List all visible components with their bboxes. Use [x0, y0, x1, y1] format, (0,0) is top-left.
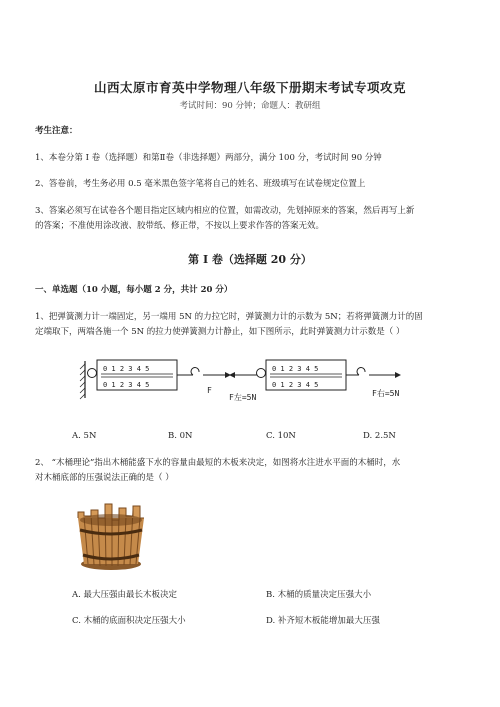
page-title: 山西太原市育英中学物理八年级下册期末考试专项攻克 [93, 80, 406, 95]
right-ring [257, 369, 266, 378]
left-hook [191, 368, 199, 375]
q2-option-c[interactable]: C. 木桶的底面积决定压强大小 [72, 616, 186, 626]
q1-option-c[interactable]: C. 10N [266, 431, 296, 441]
notice-item-2: 2、答卷前，考生务必用 0.5 毫米黑色签字笔将自己的姓名、班级填写在试卷规定位置上 [35, 179, 366, 189]
right-scale-bottom-ticks: 0 1 2 3 4 5 [272, 381, 319, 389]
q1-option-d[interactable]: D. 2.5N [363, 431, 396, 441]
left-ring [88, 369, 97, 378]
part-heading: 一、单选题（10 小题，每小题 2 分，共计 20 分） [35, 285, 233, 295]
left-scale-top-ticks: 0 1 2 3 4 5 [103, 365, 150, 373]
notice-item-3: 3、答案必须写在试卷各个题目指定区域内相应的位置，如需改动，先划掉原来的答案，然后再写上新 [35, 206, 415, 216]
page-subtitle: 考试时间：90 分钟；命题人：教研组 [179, 101, 321, 111]
wall-hatching [80, 364, 85, 399]
q2-stem-line1: 2、 “木桶理论”指出木桶能盛下水的容量由最短的木板来决定，如图将水注进水平面的木桶时，水 [35, 458, 401, 468]
spring-balance-figure [65, 356, 425, 411]
notice-item-1: 1、本卷分第 I 卷（选择题）和第Ⅱ卷（非选择题）两部分，满分 100 分，考试时间 90 分钟 [35, 153, 382, 163]
q1-stem-line2: 定端取下，两端各施一个 5N 的拉力使弹簧测力计静止，如下图所示，此时弹簧测力计示数是（ ） [35, 327, 405, 337]
wooden-bucket-illustration [72, 500, 150, 572]
label-f-left: F左=5N [229, 393, 257, 402]
q2-stem-line2: 对木桶底部的压强说法正确的是（ ） [35, 473, 174, 483]
q2-option-d[interactable]: D. 补齐短木板能增加最大压强 [266, 616, 380, 626]
q1-stem-line1: 1、把弹簧测力计一端固定，另一端用 5N 的力拉它时，弹簧测力计的示数为 5N；若将弹簧测力计的固 [35, 312, 423, 322]
label-f-right: F右=5N [372, 389, 400, 398]
q1-option-b[interactable]: B. 0N [168, 431, 193, 441]
label-f: F [207, 386, 212, 395]
q1-option-a[interactable]: A. 5N [72, 431, 97, 441]
q2-option-b[interactable]: B. 木桶的质量决定压强大小 [266, 590, 372, 600]
notice-heading: 考生注意： [35, 126, 78, 136]
section-title: 第 I 卷（选择题 20 分） [188, 253, 312, 266]
right-hook [357, 368, 365, 375]
q2-option-a[interactable]: A. 最大压强由最长木板决定 [72, 590, 178, 600]
notice-item-3-cont: 的答案；不准使用涂改液、胶带纸、修正带，不按以上要求作答的答案无效。 [35, 221, 325, 231]
left-scale-bottom-ticks: 0 1 2 3 4 5 [103, 381, 150, 389]
right-scale-top-ticks: 0 1 2 3 4 5 [272, 365, 319, 373]
